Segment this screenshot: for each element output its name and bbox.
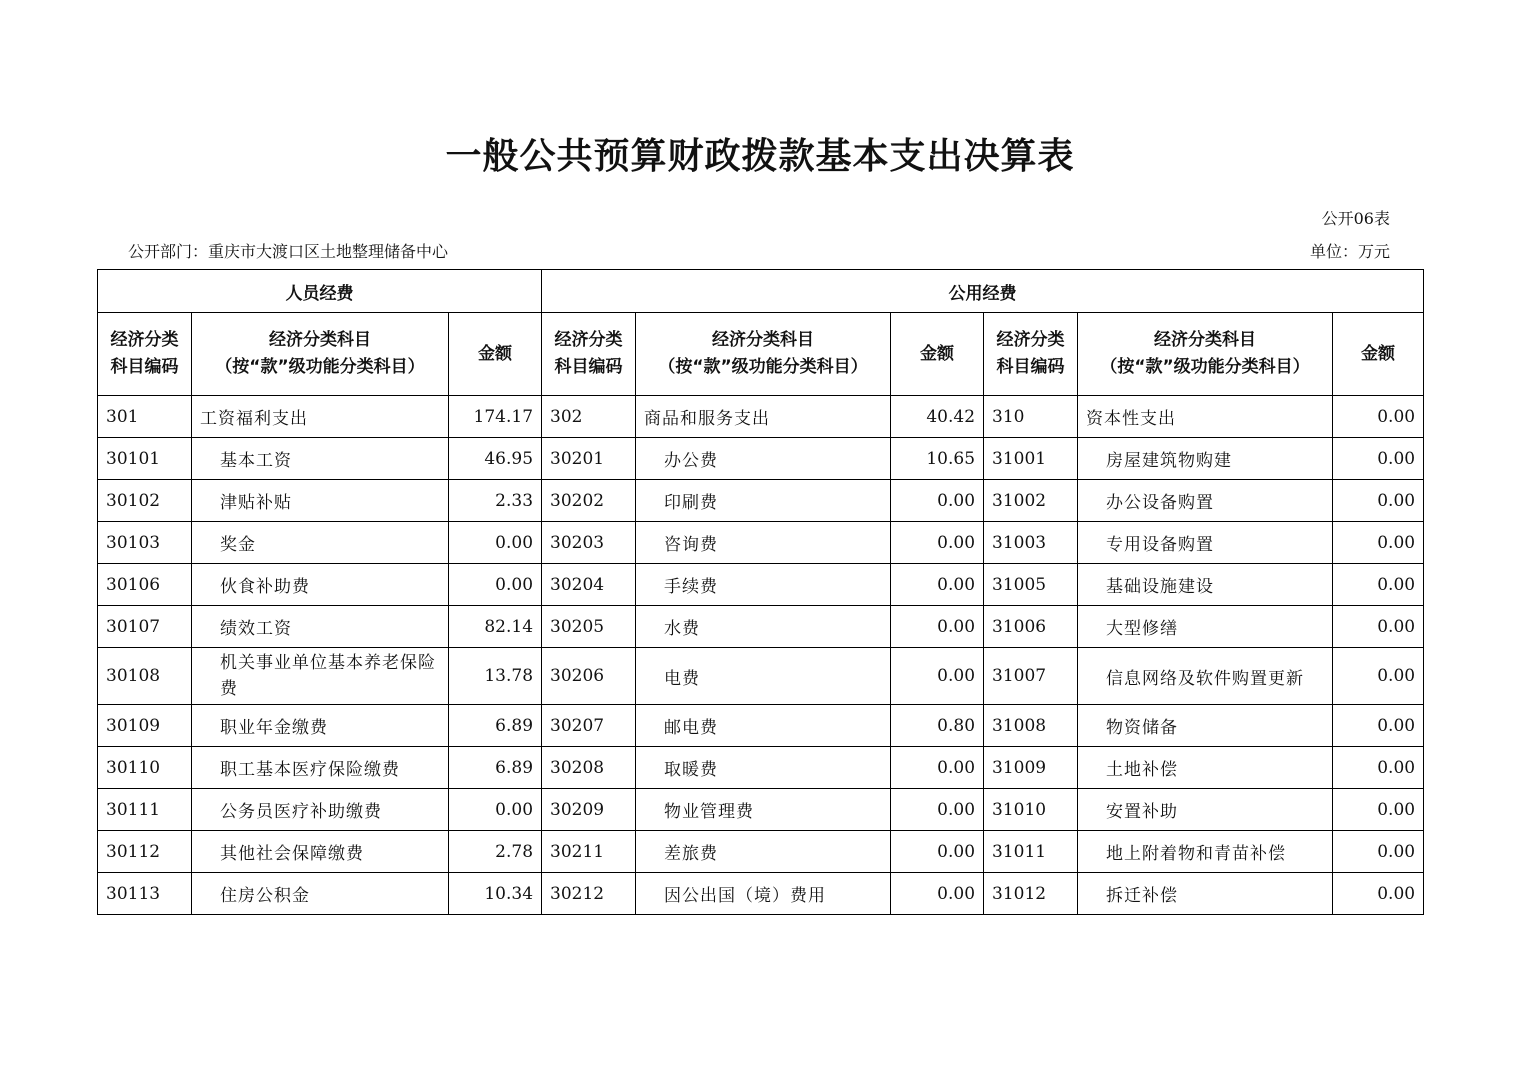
table-row xyxy=(98,522,1424,564)
subject-cell: 津贴补贴 xyxy=(192,480,449,522)
amount-cell: 0.00 xyxy=(891,831,984,873)
amount-cell: 174.17 xyxy=(449,396,542,438)
column-header-subject: 经济分类科目 （按“款”级功能分类科目） xyxy=(192,313,449,396)
amount-cell: 0.00 xyxy=(1333,789,1424,831)
subject-cell: 邮电费 xyxy=(636,705,891,747)
amount-cell: 0.00 xyxy=(891,648,984,705)
amount-cell: 46.95 xyxy=(449,438,542,480)
amount-cell: 0.00 xyxy=(1333,438,1424,480)
amount-cell: 0.00 xyxy=(891,480,984,522)
code-cell: 30107 xyxy=(98,606,192,648)
amount-cell: 0.00 xyxy=(891,522,984,564)
column-header-subject: 经济分类科目 （按“款”级功能分类科目） xyxy=(1078,313,1333,396)
amount-cell: 6.89 xyxy=(449,747,542,789)
code-cell: 30204 xyxy=(542,564,636,606)
subject-cell: 因公出国（境）费用 xyxy=(636,873,891,915)
table-row xyxy=(98,831,1424,873)
code-cell: 30201 xyxy=(542,438,636,480)
amount-cell: 0.00 xyxy=(449,789,542,831)
code-cell: 30202 xyxy=(542,480,636,522)
subject-cell: 资本性支出 xyxy=(1078,396,1333,438)
amount-cell: 0.00 xyxy=(891,873,984,915)
amount-cell: 0.00 xyxy=(449,564,542,606)
code-cell: 31009 xyxy=(984,747,1078,789)
unit-label: 单位：万元 xyxy=(1309,242,1390,261)
subject-cell: 电费 xyxy=(636,648,891,705)
subject-cell: 商品和服务支出 xyxy=(636,396,891,438)
subject-cell: 地上附着物和青苗补偿 xyxy=(1078,831,1333,873)
table-row xyxy=(98,873,1424,915)
department-label: 公开部门：重庆市大渡口区土地整理储备中心 xyxy=(128,242,449,261)
column-header-amount: 金额 xyxy=(449,313,542,396)
amount-cell: 2.33 xyxy=(449,480,542,522)
table-number: 公开06表 xyxy=(1321,209,1390,228)
code-cell: 30111 xyxy=(98,789,192,831)
amount-cell: 0.00 xyxy=(891,564,984,606)
amount-cell: 0.00 xyxy=(1333,747,1424,789)
amount-cell: 0.00 xyxy=(891,747,984,789)
code-cell: 30102 xyxy=(98,480,192,522)
code-cell: 31005 xyxy=(984,564,1078,606)
table-row xyxy=(98,747,1424,789)
group-header-personnel: 人员经费 xyxy=(98,270,542,313)
amount-cell: 10.65 xyxy=(891,438,984,480)
subject-cell: 物业管理费 xyxy=(636,789,891,831)
amount-cell: 0.00 xyxy=(1333,396,1424,438)
code-cell: 30211 xyxy=(542,831,636,873)
amount-cell: 0.00 xyxy=(1333,705,1424,747)
amount-cell: 0.00 xyxy=(891,606,984,648)
subject-cell: 专用设备购置 xyxy=(1078,522,1333,564)
amount-cell: 0.00 xyxy=(1333,873,1424,915)
subject-cell: 工资福利支出 xyxy=(192,396,449,438)
code-cell: 31007 xyxy=(984,648,1078,705)
subject-cell: 伙食补助费 xyxy=(192,564,449,606)
code-cell: 30205 xyxy=(542,606,636,648)
expenditure-table xyxy=(97,269,1424,915)
subject-cell: 职业年金缴费 xyxy=(192,705,449,747)
subject-cell: 房屋建筑物购建 xyxy=(1078,438,1333,480)
subject-cell: 基本工资 xyxy=(192,438,449,480)
amount-cell: 0.00 xyxy=(1333,606,1424,648)
amount-cell: 40.42 xyxy=(891,396,984,438)
code-cell: 30208 xyxy=(542,747,636,789)
code-cell: 30113 xyxy=(98,873,192,915)
subject-cell: 职工基本医疗保险缴费 xyxy=(192,747,449,789)
subject-cell: 奖金 xyxy=(192,522,449,564)
subject-cell: 机关事业单位基本养老保险费 xyxy=(192,648,449,705)
subject-cell: 土地补偿 xyxy=(1078,747,1333,789)
subject-cell: 其他社会保障缴费 xyxy=(192,831,449,873)
code-cell: 31008 xyxy=(984,705,1078,747)
subject-cell: 取暖费 xyxy=(636,747,891,789)
code-cell: 302 xyxy=(542,396,636,438)
code-cell: 30108 xyxy=(98,648,192,705)
amount-cell: 0.00 xyxy=(891,789,984,831)
code-cell: 301 xyxy=(98,396,192,438)
column-header-subject: 经济分类科目 （按“款”级功能分类科目） xyxy=(636,313,891,396)
code-cell: 30110 xyxy=(98,747,192,789)
amount-cell: 0.00 xyxy=(1333,480,1424,522)
code-cell: 31011 xyxy=(984,831,1078,873)
code-cell: 31001 xyxy=(984,438,1078,480)
subject-cell: 印刷费 xyxy=(636,480,891,522)
amount-cell: 0.00 xyxy=(1333,522,1424,564)
table-row xyxy=(98,789,1424,831)
code-cell: 30112 xyxy=(98,831,192,873)
subject-cell: 差旅费 xyxy=(636,831,891,873)
code-cell: 30203 xyxy=(542,522,636,564)
amount-cell: 0.00 xyxy=(1333,648,1424,705)
code-cell: 30106 xyxy=(98,564,192,606)
code-cell: 31012 xyxy=(984,873,1078,915)
subject-cell: 公务员医疗补助缴费 xyxy=(192,789,449,831)
column-header-amount: 金额 xyxy=(1333,313,1424,396)
subject-cell: 水费 xyxy=(636,606,891,648)
group-header-public: 公用经费 xyxy=(542,270,1424,313)
table-row xyxy=(98,606,1424,648)
table-row xyxy=(98,396,1424,438)
code-cell: 31006 xyxy=(984,606,1078,648)
code-cell: 30101 xyxy=(98,438,192,480)
column-header-code: 经济分类 科目编码 xyxy=(542,313,636,396)
subject-cell: 办公设备购置 xyxy=(1078,480,1333,522)
code-cell: 30206 xyxy=(542,648,636,705)
subject-cell: 基础设施建设 xyxy=(1078,564,1333,606)
subject-cell: 安置补助 xyxy=(1078,789,1333,831)
table-row xyxy=(98,480,1424,522)
amount-cell: 6.89 xyxy=(449,705,542,747)
code-cell: 30212 xyxy=(542,873,636,915)
code-cell: 30207 xyxy=(542,705,636,747)
subject-cell: 咨询费 xyxy=(636,522,891,564)
subject-cell: 手续费 xyxy=(636,564,891,606)
code-cell: 31010 xyxy=(984,789,1078,831)
code-cell: 31002 xyxy=(984,480,1078,522)
subject-cell: 大型修缮 xyxy=(1078,606,1333,648)
amount-cell: 0.00 xyxy=(1333,564,1424,606)
code-cell: 310 xyxy=(984,396,1078,438)
code-cell: 30109 xyxy=(98,705,192,747)
amount-cell: 13.78 xyxy=(449,648,542,705)
table-row xyxy=(98,705,1424,747)
code-cell: 30209 xyxy=(542,789,636,831)
subject-cell: 信息网络及软件购置更新 xyxy=(1078,648,1333,705)
subject-cell: 住房公积金 xyxy=(192,873,449,915)
amount-cell: 0.80 xyxy=(891,705,984,747)
subject-cell: 办公费 xyxy=(636,438,891,480)
code-cell: 30103 xyxy=(98,522,192,564)
code-cell: 31003 xyxy=(984,522,1078,564)
column-header-code: 经济分类 科目编码 xyxy=(98,313,192,396)
subject-cell: 拆迁补偿 xyxy=(1078,873,1333,915)
subject-cell: 绩效工资 xyxy=(192,606,449,648)
column-header-code: 经济分类 科目编码 xyxy=(984,313,1078,396)
amount-cell: 10.34 xyxy=(449,873,542,915)
table-row xyxy=(98,648,1424,705)
table-row xyxy=(98,438,1424,480)
amount-cell: 2.78 xyxy=(449,831,542,873)
page-title: 一般公共预算财政拨款基本支出决算表 xyxy=(445,136,1075,177)
amount-cell: 0.00 xyxy=(1333,831,1424,873)
amount-cell: 82.14 xyxy=(449,606,542,648)
table-row xyxy=(98,564,1424,606)
subject-cell: 物资储备 xyxy=(1078,705,1333,747)
amount-cell: 0.00 xyxy=(449,522,542,564)
column-header-amount: 金额 xyxy=(891,313,984,396)
